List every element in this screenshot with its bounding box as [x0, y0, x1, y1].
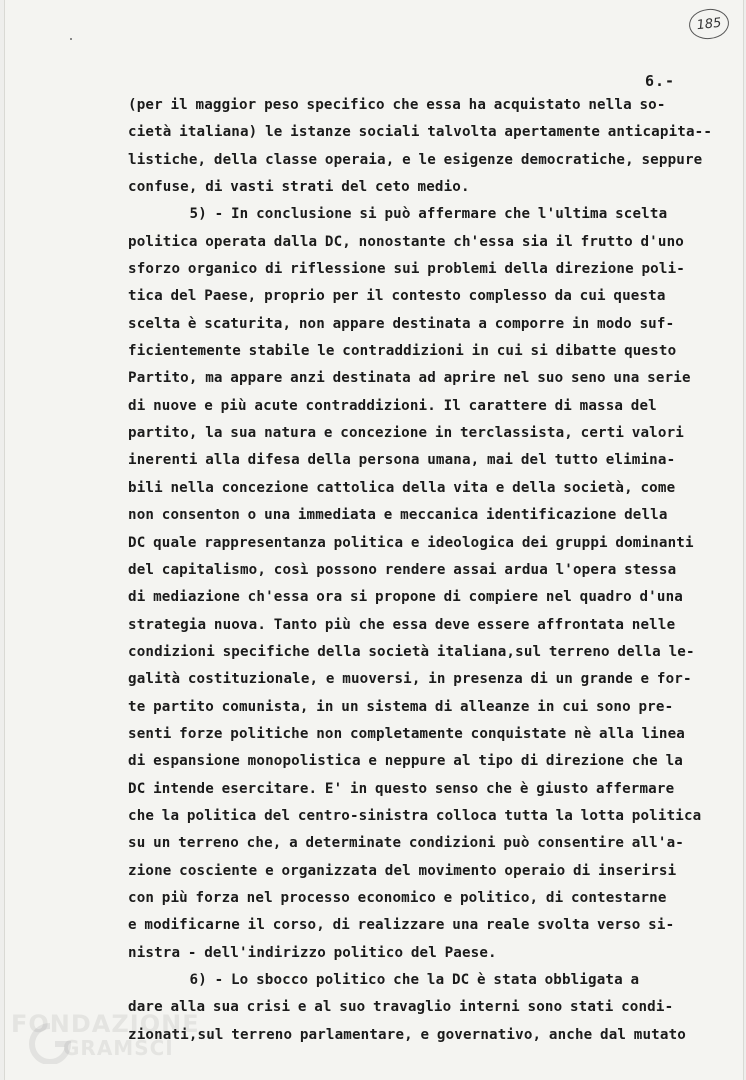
text-line: inerenti alla difesa della persona umana, mai del tutto elimina-: [128, 452, 676, 469]
margin-mark: [70, 38, 72, 40]
text-line: su un terreno che, a determinate condizioni può consentire all'a-: [128, 835, 684, 852]
text-line: tica del Paese, proprio per il contesto complesso da cui questa: [128, 288, 666, 305]
text-line: di nuove e più acute contraddizioni. Il carattere di massa del: [128, 397, 657, 414]
text-line: galità costituzionale, e muoversi, in presenza di un grande e for-: [128, 671, 692, 688]
text-line: zione cosciente e organizzata del movimento operaio di inserirsi: [128, 862, 677, 879]
document-page: [4, 0, 744, 1080]
text-line: zionati,sul terreno parlamentare, e governativo, anche dal mutato: [128, 1026, 686, 1043]
text-line: cietà italiana) le istanze sociali talvolta apertamente anticapita--: [128, 124, 713, 141]
text-line: listiche, della classe operaia, e le esigenze democratiche, seppure: [128, 151, 703, 168]
text-line: condizioni specifiche della società italiana,sul terreno della le-: [128, 643, 695, 660]
text-line: nistra - dell'indirizzo politico del Paese.: [128, 944, 497, 961]
body-text: [128, 96, 728, 1053]
text-line: sforzo organico di riflessione sui problemi della direzione poli-: [128, 261, 685, 278]
archive-page-stamp: 185: [688, 7, 731, 41]
text-line: di mediazione ch'essa ora si propone di compiere nel quadro d'una: [128, 589, 683, 606]
text-line: te partito comunista, in un sistema di alleanze in cui sono pre-: [128, 698, 674, 715]
text-line: 6) - Lo sbocco politico che la DC è stata obbligata a: [128, 972, 640, 988]
text-line: di espansione monopolistica e neppure al tipo di direzione che la: [128, 753, 683, 770]
text-line: politica operata dalla DC, nonostante ch'essa sia il frutto d'uno: [128, 233, 684, 250]
watermark: [11, 1012, 200, 1060]
text-line: strategia nuova. Tanto più che essa deve essere affrontata nelle: [128, 616, 676, 633]
text-line: confuse, di vasti strati del ceto medio.: [128, 179, 470, 196]
text-line: scelta è scaturita, non appare destinata a comporre in modo suf-: [128, 315, 675, 332]
text-line: bili nella concezione cattolica della vita e della società, come: [128, 479, 676, 496]
text-line: (per il maggior peso specifico che essa ha acquistato nella so-: [128, 97, 666, 113]
text-line: con più forza nel processo economico e politico, di contestarne: [128, 889, 667, 906]
watermark-line-2: GRAMSCI: [63, 1036, 174, 1060]
text-line: partito, la sua natura e concezione in terclassista, certi valori: [128, 425, 684, 442]
watermark-line-1: FONDAZIONE: [11, 1010, 200, 1038]
text-line: che la politica del centro-sinistra colloca tutta la lotta politica: [128, 807, 702, 824]
text-line: non consenton o una immediata e meccanica identificazione della: [128, 507, 668, 524]
page-number: 6.-: [645, 72, 676, 90]
text-line: DC quale rappresentanza politica e ideologica dei gruppi dominanti: [128, 534, 694, 551]
text-line: e modificarne il corso, di realizzare una reale svolta verso si-: [128, 917, 675, 934]
text-line: 5) - In conclusione si può affermare che l'ultima scelta: [128, 206, 668, 223]
text-line: dare alla sua crisi e al suo travaglio interni sono stati condi-: [128, 999, 674, 1016]
text-line: Partito, ma appare anzi destinata ad aprire nel suo seno una serie: [128, 370, 691, 387]
text-line: DC intende esercitare. E' in questo senso che è giusto affermare: [128, 780, 675, 797]
text-line: ficientemente stabile le contraddizioni in cui si dibatte questo: [128, 343, 677, 360]
text-line: senti forze politiche non completamente conquistate nè alla linea: [128, 725, 685, 742]
text-line: del capitalismo, così possono rendere assai ardua l'opera stessa: [128, 561, 677, 578]
